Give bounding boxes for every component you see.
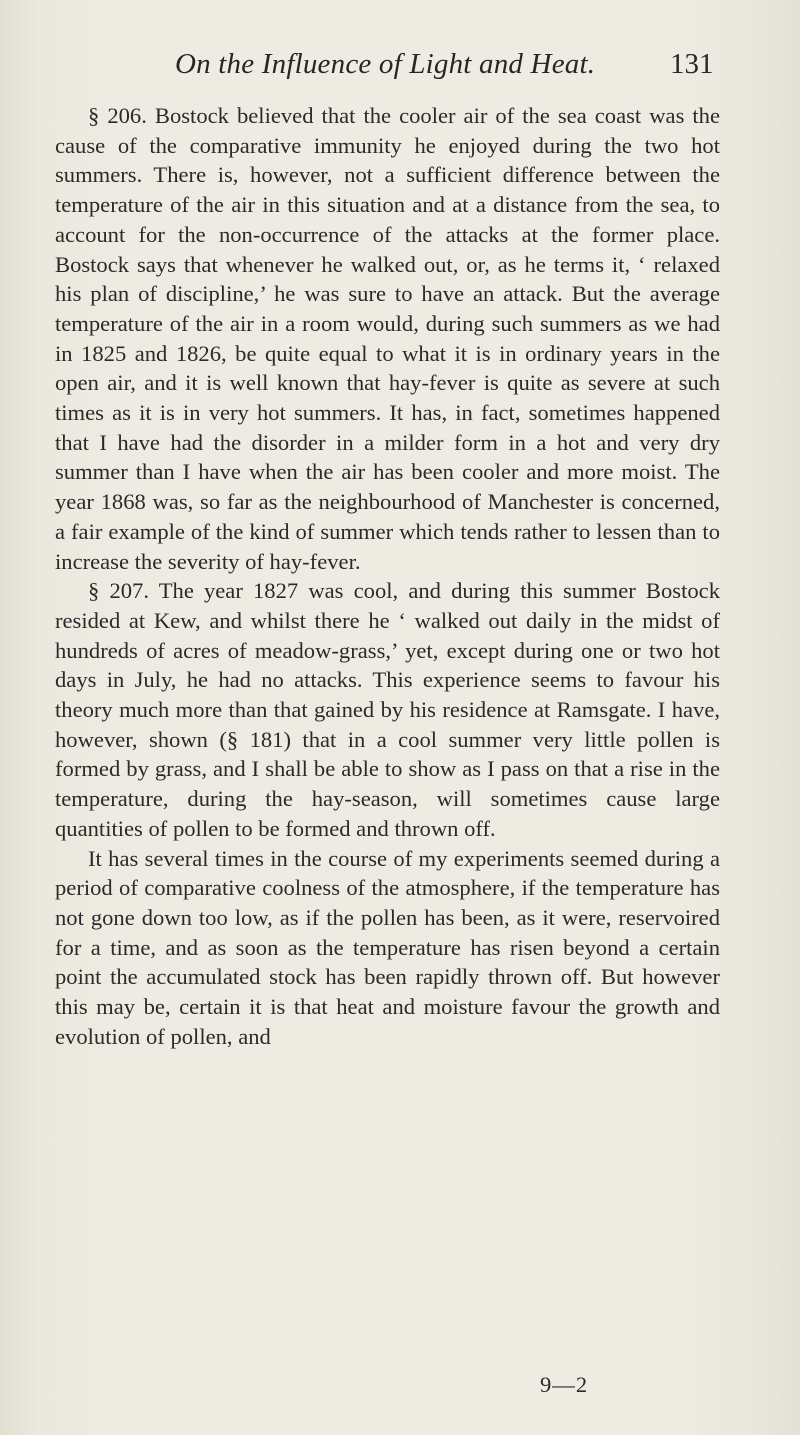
page-number: 131 xyxy=(670,48,714,80)
paragraph-206: § 206. Bostock believed that the cooler air of the sea coast was the cause of the comparative immunity he enjoyed during the two hot summers. There is, however, not a sufficient difference between the temperature of the air in this situation and at a distance from the sea, to account for the non-occurrence of the attacks at the former place. Bostock says that whenever he walked out, or, as he terms it, ‘ relaxed his plan of discipline,’ he was sure to have an attack. But the average temperature of the air in a room would, during such summers as we had in 1825 and 1826, be quite equal to what it is in ordinary years in the open air, and it is well known that hay-fever is quite as severe at such times as it is in very hot summers. It has, in fact, sometimes happened that I have had the disorder in a milder form in a hot and very dry summer than I have when the air has been cooler and more moist. The year 1868 was, so far as the neighbourhood of Manchester is concerned, a fair example of the kind of summer which tends rather to lessen than to increase the severity of hay-fever. xyxy=(55,103,720,574)
running-head: On the Influence of Light and Heat. xyxy=(175,48,596,80)
paragraph-207: § 207. The year 1827 was cool, and during this summer Bostock resided at Kew, and whilst there he ‘ walked out daily in the midst of hundreds of acres of meadow-grass,’ yet, except during one or two hot days in July, he had no attacks. This experience seems to favour his theory much more than that gained by his residence at Ramsgate. I have, however, shown (§ 181) that in a cool summer very little pollen is formed by grass, and I shall be able to show as I pass on that a rise in the temperature, during the hay-season, will sometimes cause large quantities of pollen to be formed and thrown off. xyxy=(55,578,720,841)
page-header xyxy=(0,48,800,88)
paragraph-pollen-reservoir: It has several times in the course of my experiments seemed during a period of comparative coolness of the atmosphere, if the temperature has not gone down too low, as if the pollen has been, as it were, reservoired for a time, and as soon as the temperature has risen beyond a certain point the accumulated stock has been rapidly thrown off. But however this may be, certain it is that heat and moisture favour the growth and evolution of pollen, and xyxy=(55,845,720,1049)
body-text xyxy=(55,101,720,1052)
signature-mark: 9—2 xyxy=(540,1372,589,1397)
